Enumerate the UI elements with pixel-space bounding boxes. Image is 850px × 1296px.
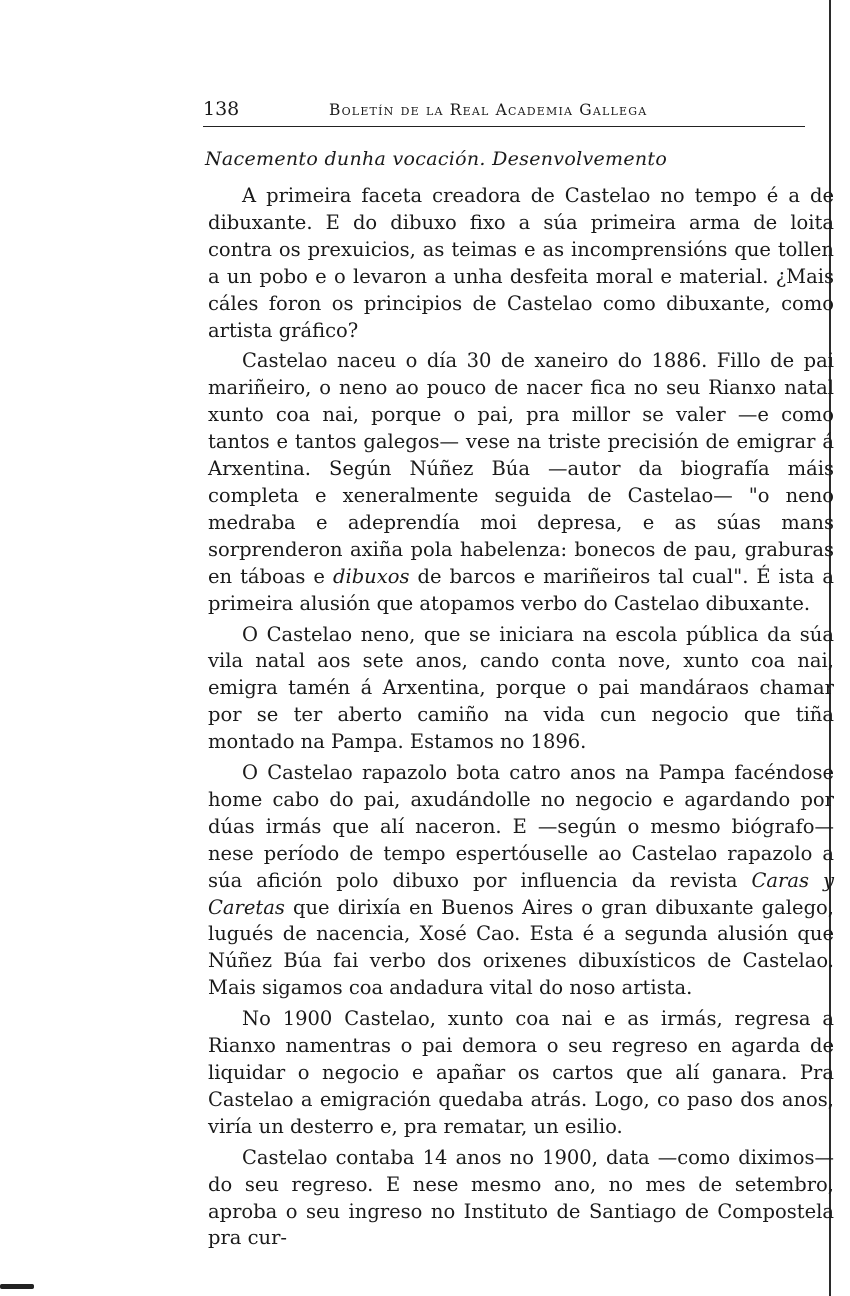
section-heading: Nacemento dunha vocación. Desenvolvemento (205, 148, 668, 170)
page-header (203, 98, 805, 127)
paragraph: Castelao contaba 14 anos no 1900, data —como diximos— do seu regreso. E nese mesmo ano, no mes de setembro, aproba o seu ingreso no Instituto de Santiago de Compostela pra cur- (208, 1145, 834, 1250)
italic-term: dibuxos (332, 564, 410, 588)
scan-mark (0, 1284, 34, 1289)
running-title: Boletín de la Real Academia Gallega (329, 101, 648, 119)
paragraph: No 1900 Castelao, xunto coa nai e as irmás, regresa a Rianxo namentras o pai demora o seu regreso en agarda de liquidar o negocio e apañar os cartos que alí ganara. Pra Castelao a emigración quedaba atrás. Logo, co paso dos anos, viría un desterro e, pra rematar, un esilio. (208, 1007, 834, 1138)
paragraph: Castelao naceu o día 30 de xaneiro do 1886. Fillo de pai mariñeiro, o neno ao pouco de nacer fica no seu Rianxo natal xunto coa nai, porque o pai, pra millor se valer —e como tantos e tantos galegos— vese na triste precisión de emigrar á Arxentina. Según Núñez Búa —autor da biografía máis completa e xeneralmente seguida de Castelao— "o neno medraba e adeprendía moi depresa, e as súas mans sorprenderon axiña pola habelenza: bonecos de pau, graburas en táboas e dibuxos de barcos e mariñeiros tal cual". É ista a primeira alusión que atopamos verbo do Castelao dibuxante. (208, 349, 834, 615)
italic-term: Caras y Caretas (208, 868, 835, 919)
paragraph: O Castelao neno, que se iniciara na escola pública da súa vila natal aos sete anos, cando conta nove, xunto coa nai, emigra tamén á Arxentina, porque o pai mandáraos chamar por se ter aberto camiño na vida cun negocio que tiña montado na Pampa. Estamos no 1896. (208, 622, 834, 754)
paragraph: O Castelao rapazolo bota catro anos na Pampa facéndose home cabo do pai, axudándolle no negocio e agardando por dúas irmás que alí naceron. E —según o mesmo biógrafo— nese período de tempo espertóuselle ao Castelao rapazolo a súa afición polo dibuxo por influencia da revista Caras y Caretas que dirixía en Buenos Aires o gran dibuxante galego, lugués de nacencia, Xosé Cao. Esta é a segunda alusión que Núñez Búa fai verbo dos orixenes dibuxísticos de Castelao. Mais sigamos coa andadura vital do noso artista. (208, 761, 835, 1000)
paragraph: A primeira faceta creadora de Castelao no tempo é a de dibuxante. E do dibuxo fixo a súa primeira arma de loita contra os prexuicios, as teimas e as incomprensións que tollen a un pobo e o levaron a unha desfeita moral e material. ¿Mais cáles foron os principios de Castelao como dibuxante, como artista gráfico? (208, 184, 834, 342)
page-number: 138 (203, 98, 240, 120)
body-text (208, 183, 834, 1252)
